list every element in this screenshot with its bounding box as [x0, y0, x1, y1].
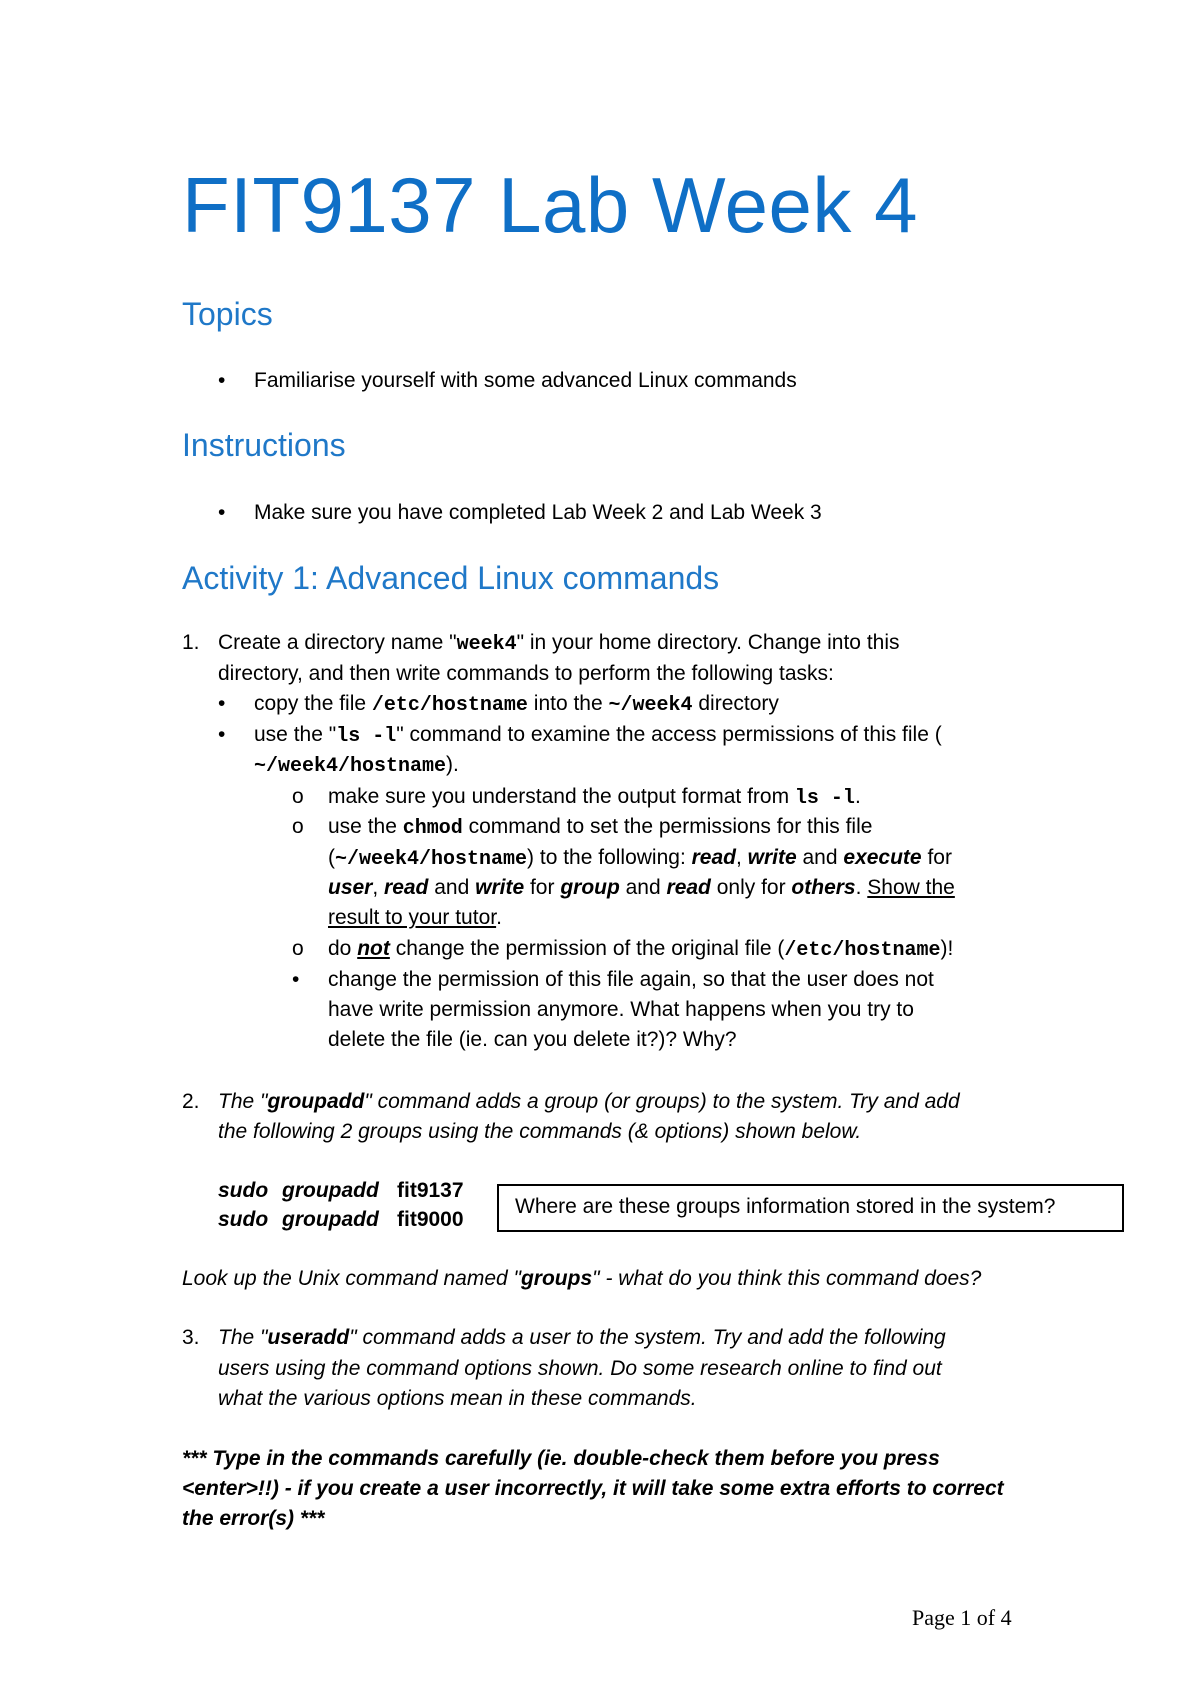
text: The ": [218, 1090, 268, 1113]
text: user: [328, 876, 373, 899]
text: ,: [735, 846, 748, 869]
text: write: [475, 876, 525, 899]
text: Look up the Unix command named ": [182, 1267, 521, 1290]
item1-sub4-line3: delete the file (ie. can you delete it?)? Why?: [328, 1028, 737, 1051]
text: and: [796, 846, 844, 869]
text: .: [854, 785, 861, 808]
item3-line1: [218, 1323, 946, 1353]
warning-line1: *** Type in the commands carefully (ie. double-check them before you press: [182, 1447, 940, 1470]
page-title: FIT9137 Lab Week 4: [182, 161, 918, 249]
text: make sure you understand the output format from: [328, 785, 795, 808]
item3-line3: what the various options mean in these commands.: [218, 1387, 697, 1410]
warning-line2: <enter>!!) - if you create a user incorrectly, it will take some extra efforts to correct: [182, 1477, 1004, 1500]
item1-number: 1.: [182, 631, 200, 654]
text: .: [855, 876, 868, 899]
text: )!: [940, 937, 954, 960]
command-arg: fit9137: [397, 1179, 464, 1202]
code: /etc/hostname: [784, 939, 941, 962]
text: result to your tutor: [328, 906, 497, 929]
text: " command to examine the access permissions of this file (: [396, 723, 942, 746]
text: use the: [328, 815, 403, 838]
page-number: Page 1 of 4: [912, 1605, 1012, 1630]
code: ~/week4: [608, 694, 693, 717]
code: /etc/hostname: [371, 694, 528, 717]
text: read: [384, 876, 429, 899]
item1-sub2-line3: [328, 873, 955, 903]
circle-bullet-icon: o: [292, 815, 304, 838]
text: Create a directory name ": [218, 631, 457, 654]
item1-sub4-line2: have write permission anymore. What happens when you try to: [328, 998, 914, 1021]
text: copy the file: [254, 692, 372, 715]
code: ~/week4/hostname: [335, 848, 528, 871]
question-box-text: Where are these groups information stored in the system?: [515, 1195, 1056, 1218]
item1-bullet1: [254, 689, 779, 721]
text: use the ": [254, 723, 337, 746]
code: ls -l: [794, 787, 855, 810]
command-sudo: sudo: [218, 1179, 269, 1202]
text: ,: [372, 876, 385, 899]
item2-line2: the following 2 groups using the commands (& options) shown below.: [218, 1120, 862, 1143]
item1-line1: [218, 628, 900, 660]
code: chmod: [402, 817, 463, 840]
text: do: [328, 937, 358, 960]
text: " command adds a group (or groups) to the system. Try and add: [364, 1090, 960, 1113]
text: The ": [218, 1326, 268, 1349]
warning-line3: the error(s) ***: [182, 1507, 325, 1530]
text: for: [921, 846, 952, 869]
text: groupadd: [267, 1090, 365, 1113]
topics-heading: Topics: [182, 296, 273, 332]
item1-sub2: [328, 812, 872, 844]
item3-number: 3.: [182, 1326, 200, 1349]
text: " command adds a user to the system. Try and add the following: [349, 1326, 946, 1349]
text: others: [791, 876, 856, 899]
bullet-icon: •: [218, 369, 226, 392]
item1-line2: directory, and then write commands to perform the following tasks:: [218, 662, 834, 685]
text: useradd: [267, 1326, 350, 1349]
command-groupadd: groupadd: [282, 1208, 379, 1231]
text: write: [747, 846, 797, 869]
text: execute: [843, 846, 922, 869]
text: read: [691, 846, 736, 869]
text: into the: [527, 692, 609, 715]
circle-bullet-icon: o: [292, 937, 304, 960]
command-groupadd: groupadd: [282, 1179, 379, 1202]
lookup-groups-question: [182, 1264, 981, 1294]
activity1-heading: Activity 1: Advanced Linux commands: [182, 560, 720, 596]
text: " - what do you think this command does?: [592, 1267, 982, 1290]
item2-number: 2.: [182, 1090, 200, 1113]
text: groups: [520, 1267, 593, 1290]
item1-sub4-line1: change the permission of this file again, so that the user does not: [328, 968, 934, 991]
text: .: [496, 906, 502, 929]
text: read: [666, 876, 711, 899]
item1-bullet2: [254, 720, 942, 752]
text: and: [619, 876, 667, 899]
text: directory: [692, 692, 779, 715]
text: ) to the following:: [527, 846, 692, 869]
code: ~/week4/hostname: [254, 755, 447, 778]
item1-sub2-line2: [328, 843, 952, 875]
item1-bullet2-cont: [254, 750, 459, 782]
item2-line1: [218, 1087, 960, 1117]
bullet-icon: •: [218, 501, 226, 524]
command-sudo: sudo: [218, 1208, 269, 1231]
command-arg: fit9000: [397, 1208, 464, 1231]
text: (: [328, 846, 335, 869]
text: for: [524, 876, 561, 899]
text: ).: [446, 753, 459, 776]
bullet-icon: •: [292, 968, 300, 991]
instructions-heading: Instructions: [182, 427, 346, 463]
instructions-item: Make sure you have completed Lab Week 2 and Lab Week 3: [254, 501, 822, 524]
topics-item: Familiarise yourself with some advanced Linux commands: [254, 369, 797, 392]
code: week4: [456, 633, 517, 656]
text: only for: [710, 876, 792, 899]
bullet-icon: •: [218, 692, 226, 715]
text: Show the: [867, 876, 955, 899]
code: ls -l: [336, 725, 397, 748]
text: " in your home directory. Change into this: [516, 631, 900, 654]
text: and: [428, 876, 476, 899]
item1-sub1: [328, 782, 861, 814]
item3-line2: users using the command options shown. Do some research online to find out: [218, 1357, 942, 1380]
text: not: [357, 937, 390, 960]
text: group: [560, 876, 620, 899]
text: change the permission of the original file (: [389, 937, 785, 960]
item1-sub2-line4: [328, 903, 502, 933]
circle-bullet-icon: o: [292, 785, 304, 808]
text: command to set the permissions for this file: [462, 815, 873, 838]
item1-sub3: [328, 934, 953, 966]
question-box: [497, 1184, 1124, 1232]
bullet-icon: •: [218, 723, 226, 746]
